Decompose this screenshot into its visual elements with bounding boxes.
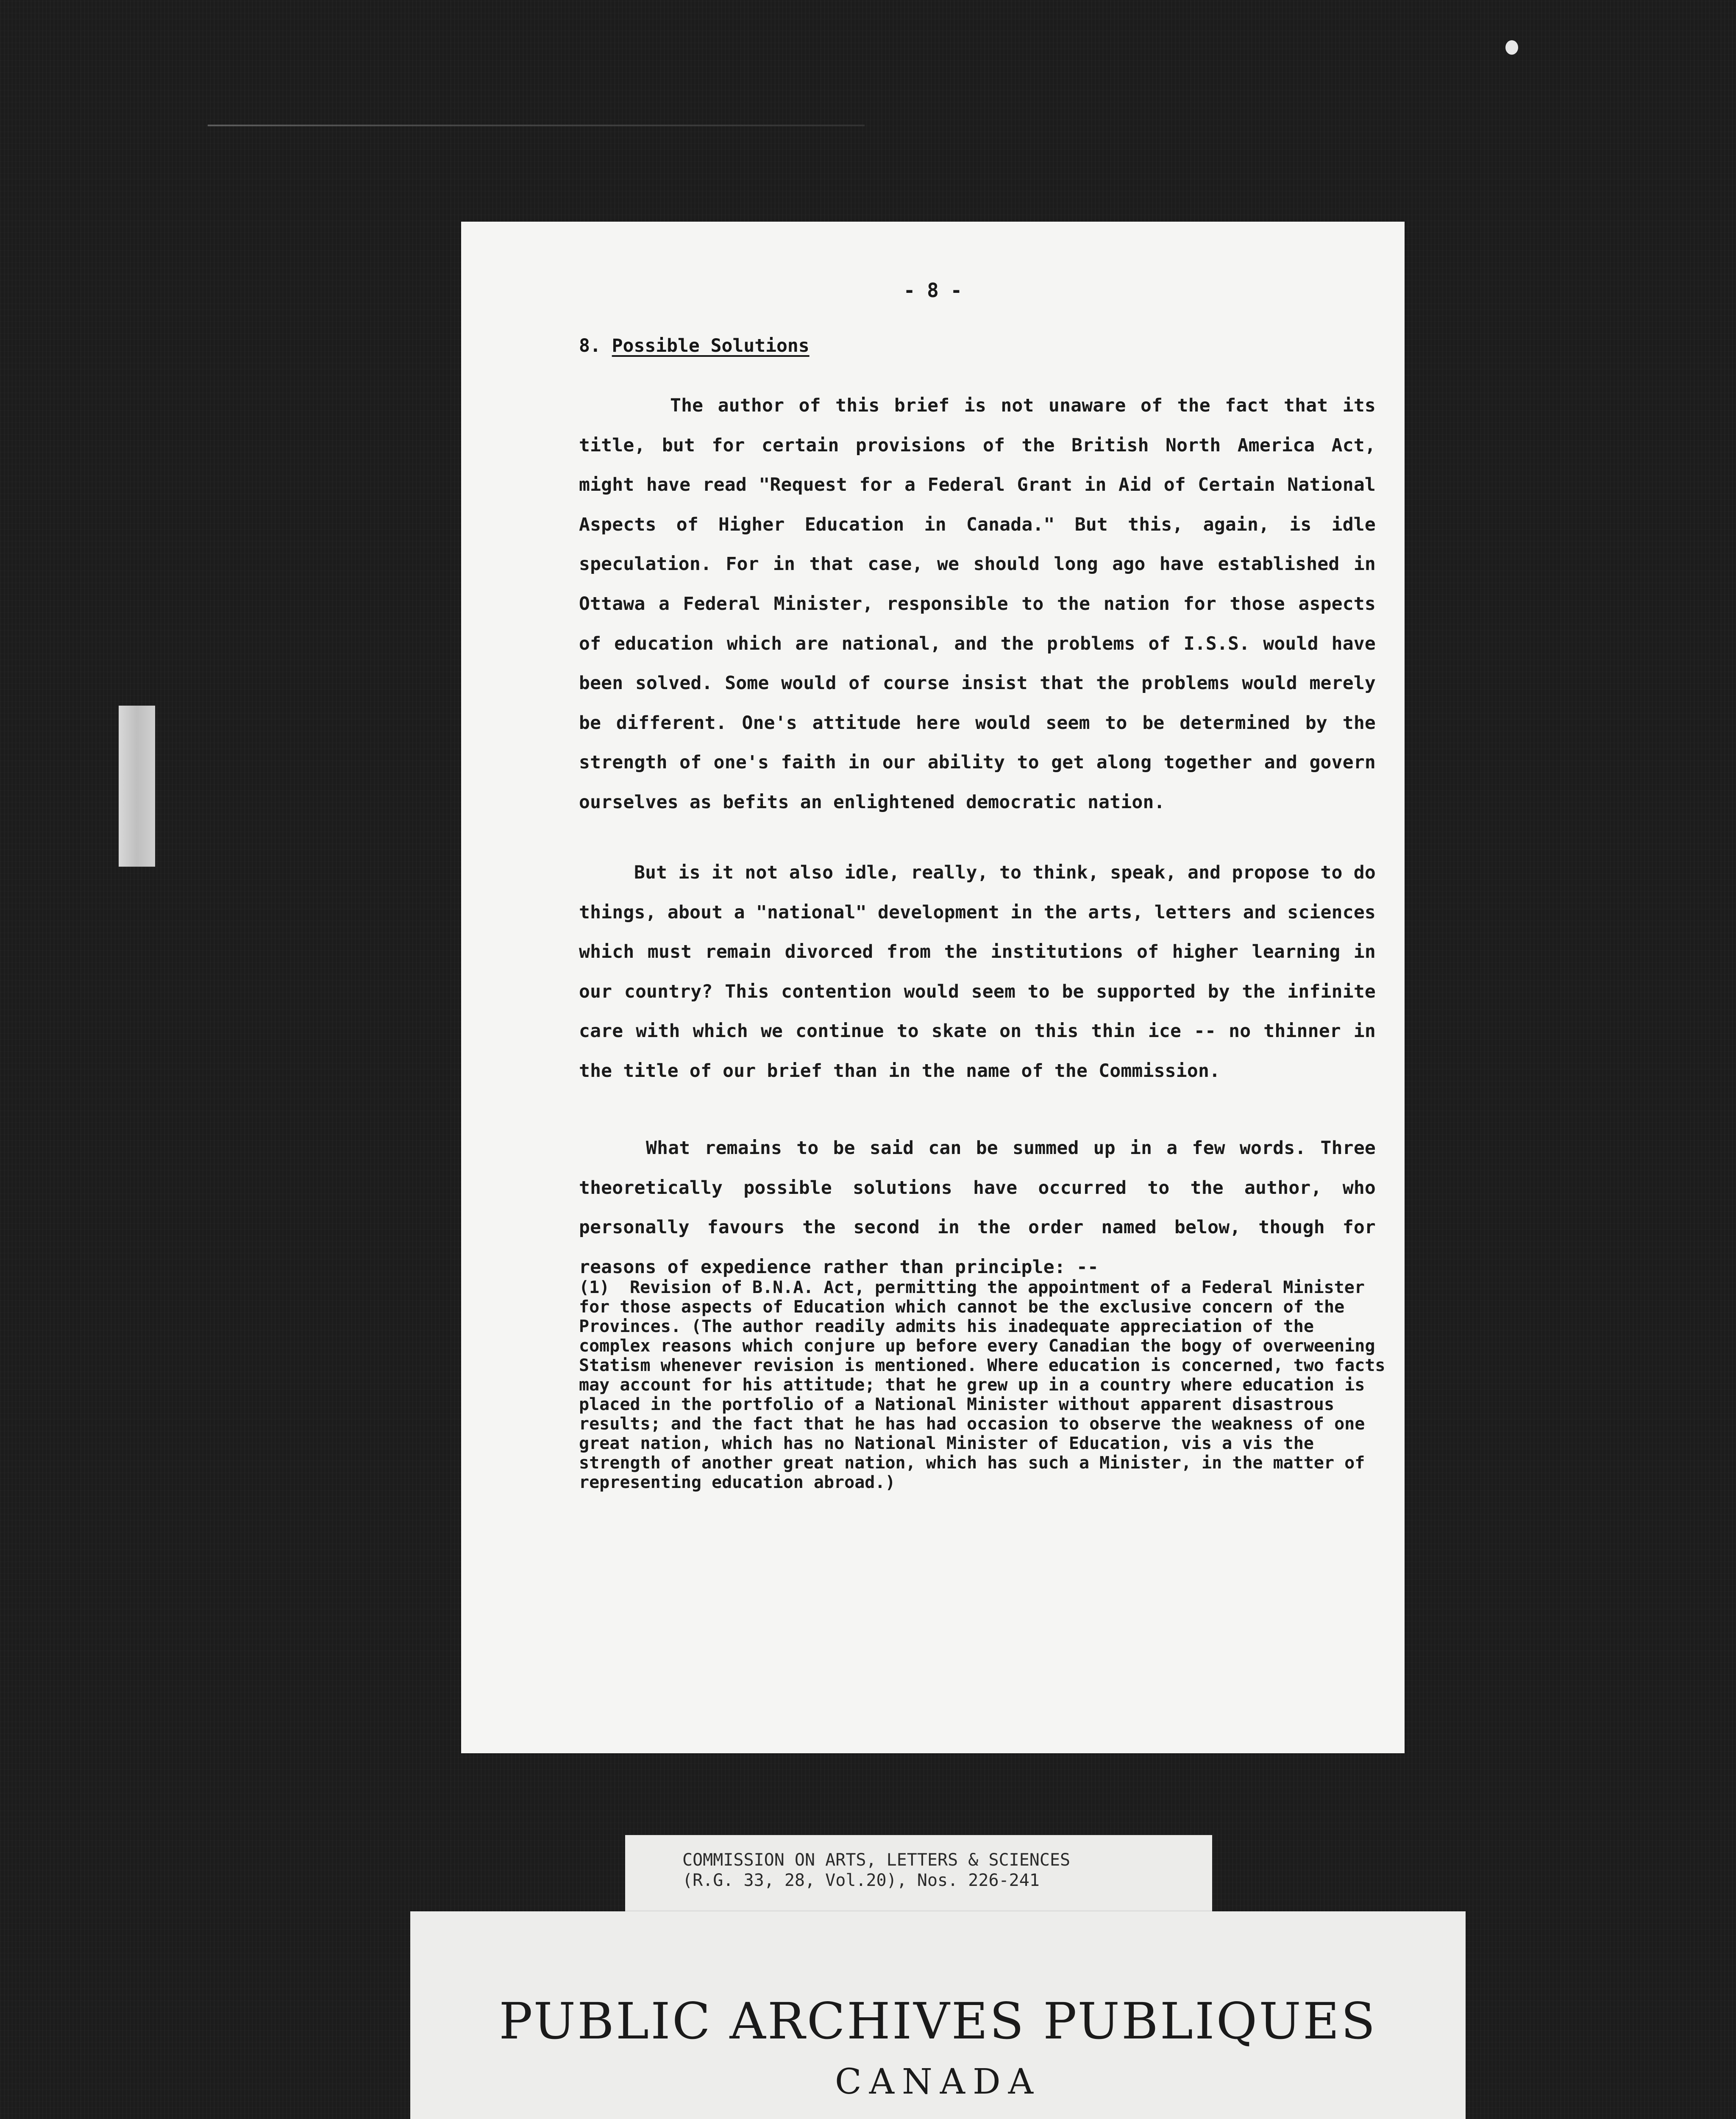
film-splice-tape <box>119 706 155 867</box>
film-scratch <box>208 125 865 126</box>
archive-label-card <box>410 1911 1466 2119</box>
archive-reference-line: (R.G. 33, 28, Vol.20), Nos. 226-241 <box>682 1871 1040 1890</box>
archive-country: CANADA <box>835 2062 1041 2102</box>
section-title: Possible Solutions <box>612 335 810 356</box>
body-paragraph: What remains to be said can be summed up in a few words. Three theoretically possible solutions have occurred to the author, who personally favours the second in the order named below, though for reasons of expedience rather than principle: -- <box>579 1137 1376 1278</box>
list-item-text: Revision of B.N.A. Act, permitting the appointment of a Federal Minister for those aspects of Education which cannot be the exclusive concern of the Provinces. (The author readily admits his inadequate appreciation of the complex reasons which conjure up before every Canadian the bogy of overweening Statism whenever revision is mentioned. Where education is concerned, two facts may account for his attitude; that he grew up in a country where education is placed in the portfolio of a National Minister without apparent disastrous results; and the fact that he has had occasion to observe the weakness of one great nation, which has no National Minister of Education, vis a vis the strength of another great nation, which has such a Minister, in the matter of representing education abroad.) <box>579 1278 1385 1492</box>
dust-speck <box>1505 40 1518 55</box>
document-page <box>461 222 1405 1753</box>
archive-reference-line: COMMISSION ON ARTS, LETTERS & SCIENCES <box>682 1850 1071 1870</box>
list-item <box>579 1278 1386 1492</box>
page-number: - 8 - <box>903 279 963 302</box>
list-item-label: (1) <box>579 1278 610 1297</box>
body-paragraph: The author of this brief is not unaware of the fact that its title, but for certain provisions of the British North America Act, might have read "Request for a Federal Grant in Aid of Certain National Aspects of Higher Education in Canada." But this, again, is idle speculation. For in that case, we should long ago have established in Ottawa a Federal Minister, responsible to the nation for those aspects of education which are national, and the problems of I.S.S. would have been solved. Some would of course insist that the problems would merely be different. One's attitude here would seem to be determined by the strength of one's faith in our ability to get along together and govern ourselves as befits an enlightened democratic nation. <box>579 395 1376 813</box>
body-paragraph: But is it not also idle, really, to think, speak, and propose to do things, about a "national" development in the arts, letters and sciences which must remain divorced from the institutions of higher learning in our country? This contention would seem to be supported by the infinite care with which we continue to skate on this thin ice -- no thinner in the title of our brief than in the name of the Commission. <box>579 862 1376 1082</box>
archive-reference <box>682 1850 1070 1891</box>
section-number: 8. <box>579 335 601 356</box>
archive-title: PUBLIC ARCHIVES PUBLIQUES <box>499 1992 1377 2050</box>
section-heading <box>579 335 821 356</box>
